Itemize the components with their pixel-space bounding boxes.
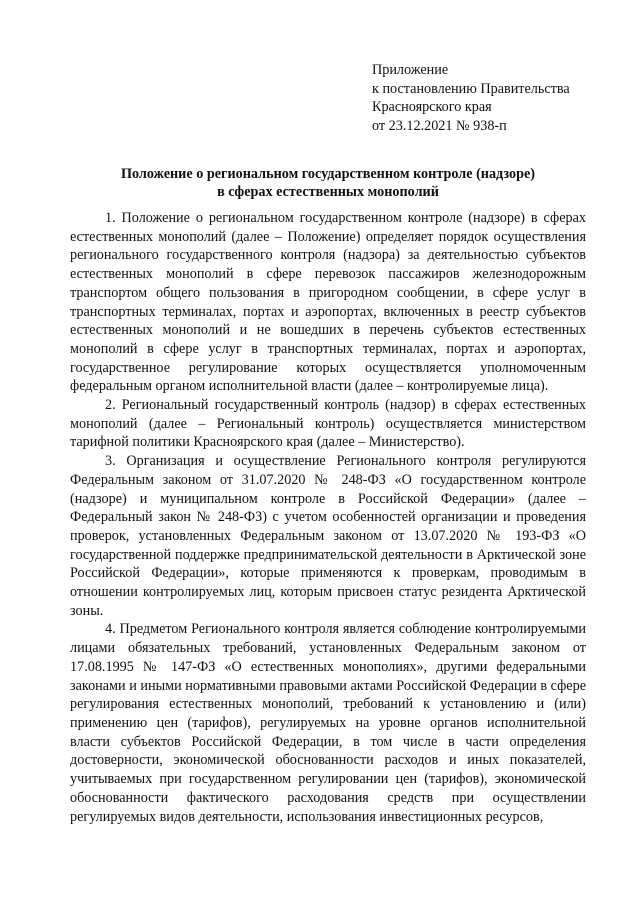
appendix-line: к постановлению Правительства: [372, 80, 570, 97]
appendix-header: [372, 61, 622, 135]
paragraph: 2. Региональный государственный контроль (надзор) в сферах естественных монополий (далее – Региональный контроль) осуществляется министерством тарифной политики Красноярского края (далее – Министерство).: [70, 397, 586, 451]
appendix-line: Красноярского края: [372, 99, 492, 116]
paragraph: 1. Положение о региональном государственном контроле (надзоре) в сферах естественных монополий (далее – Положение) определяет порядок осуществления регионального государственного контроля (надзора) за деятельностью субъектов естественных монополий в сфере перевозок пассажиров железнодорожным транспортом общего пользования в пригородном сообщении, в сфере услуг в транспортных терминалах, портах и аэропортах, включенных в реестр субъектов естественных монополий и не вошедших в перечень субъектов естественных монополий в сфере услуг в транспортных терминалах, портах и аэропортах, государственное регулирование которых осуществляется уполномоченным федеральным органом исполнительной власти (далее – контролируемые лица).: [70, 210, 586, 395]
document-body: [70, 209, 586, 826]
paragraph: 3. Организация и осуществление Регионального контроля регулируются Федеральным законом от 31.07.2020 № 248-ФЗ «О государственном контроле (надзоре) и муниципальном контроле в Российской Федерации» (далее – Федеральный закон № 248-ФЗ) с учетом особенностей организации и проведения проверок, установленных Федеральным законом от 13.07.2020 № 193-ФЗ «О государственной поддержке предпринимательской деятельности в Арктической зоне Российской Федерации», которые применяются к проверкам, проводимым в отношении контролируемых лиц, которым присвоен статус резидента Арктической зоны.: [70, 453, 586, 619]
title-line: в сферах естественных монополий: [217, 184, 439, 200]
appendix-line: Приложение: [372, 62, 449, 78]
paragraph: 4. Предметом Регионального контроля является соблюдение контролируемыми лицами обязательных требований, установленных Федеральным законом от 17.08.1995 № 147-ФЗ «О естественных монополиях», другими федеральными законами и иными нормативными правовыми актами Российской Федерации в сфере регулирования естественных монополий, требований к установлению и (или) применению цен (тарифов), регулируемых на уровне органов исполнительной власти субъектов Российской Федерации, в том числе в части определения достоверности, экономической обоснованности расходов и иных показателей, учитываемых при государственном регулировании цен (тарифов), экономической обоснованности фактического расходования средств при осуществлении регулируемых видов деятельности, использования инвестиционных ресурсов,: [70, 621, 586, 825]
appendix-line: от 23.12.2021 № 938-п: [372, 117, 507, 134]
document-title: [70, 165, 586, 201]
title-line: Положение о региональном государственном контроле (надзоре): [120, 166, 536, 182]
